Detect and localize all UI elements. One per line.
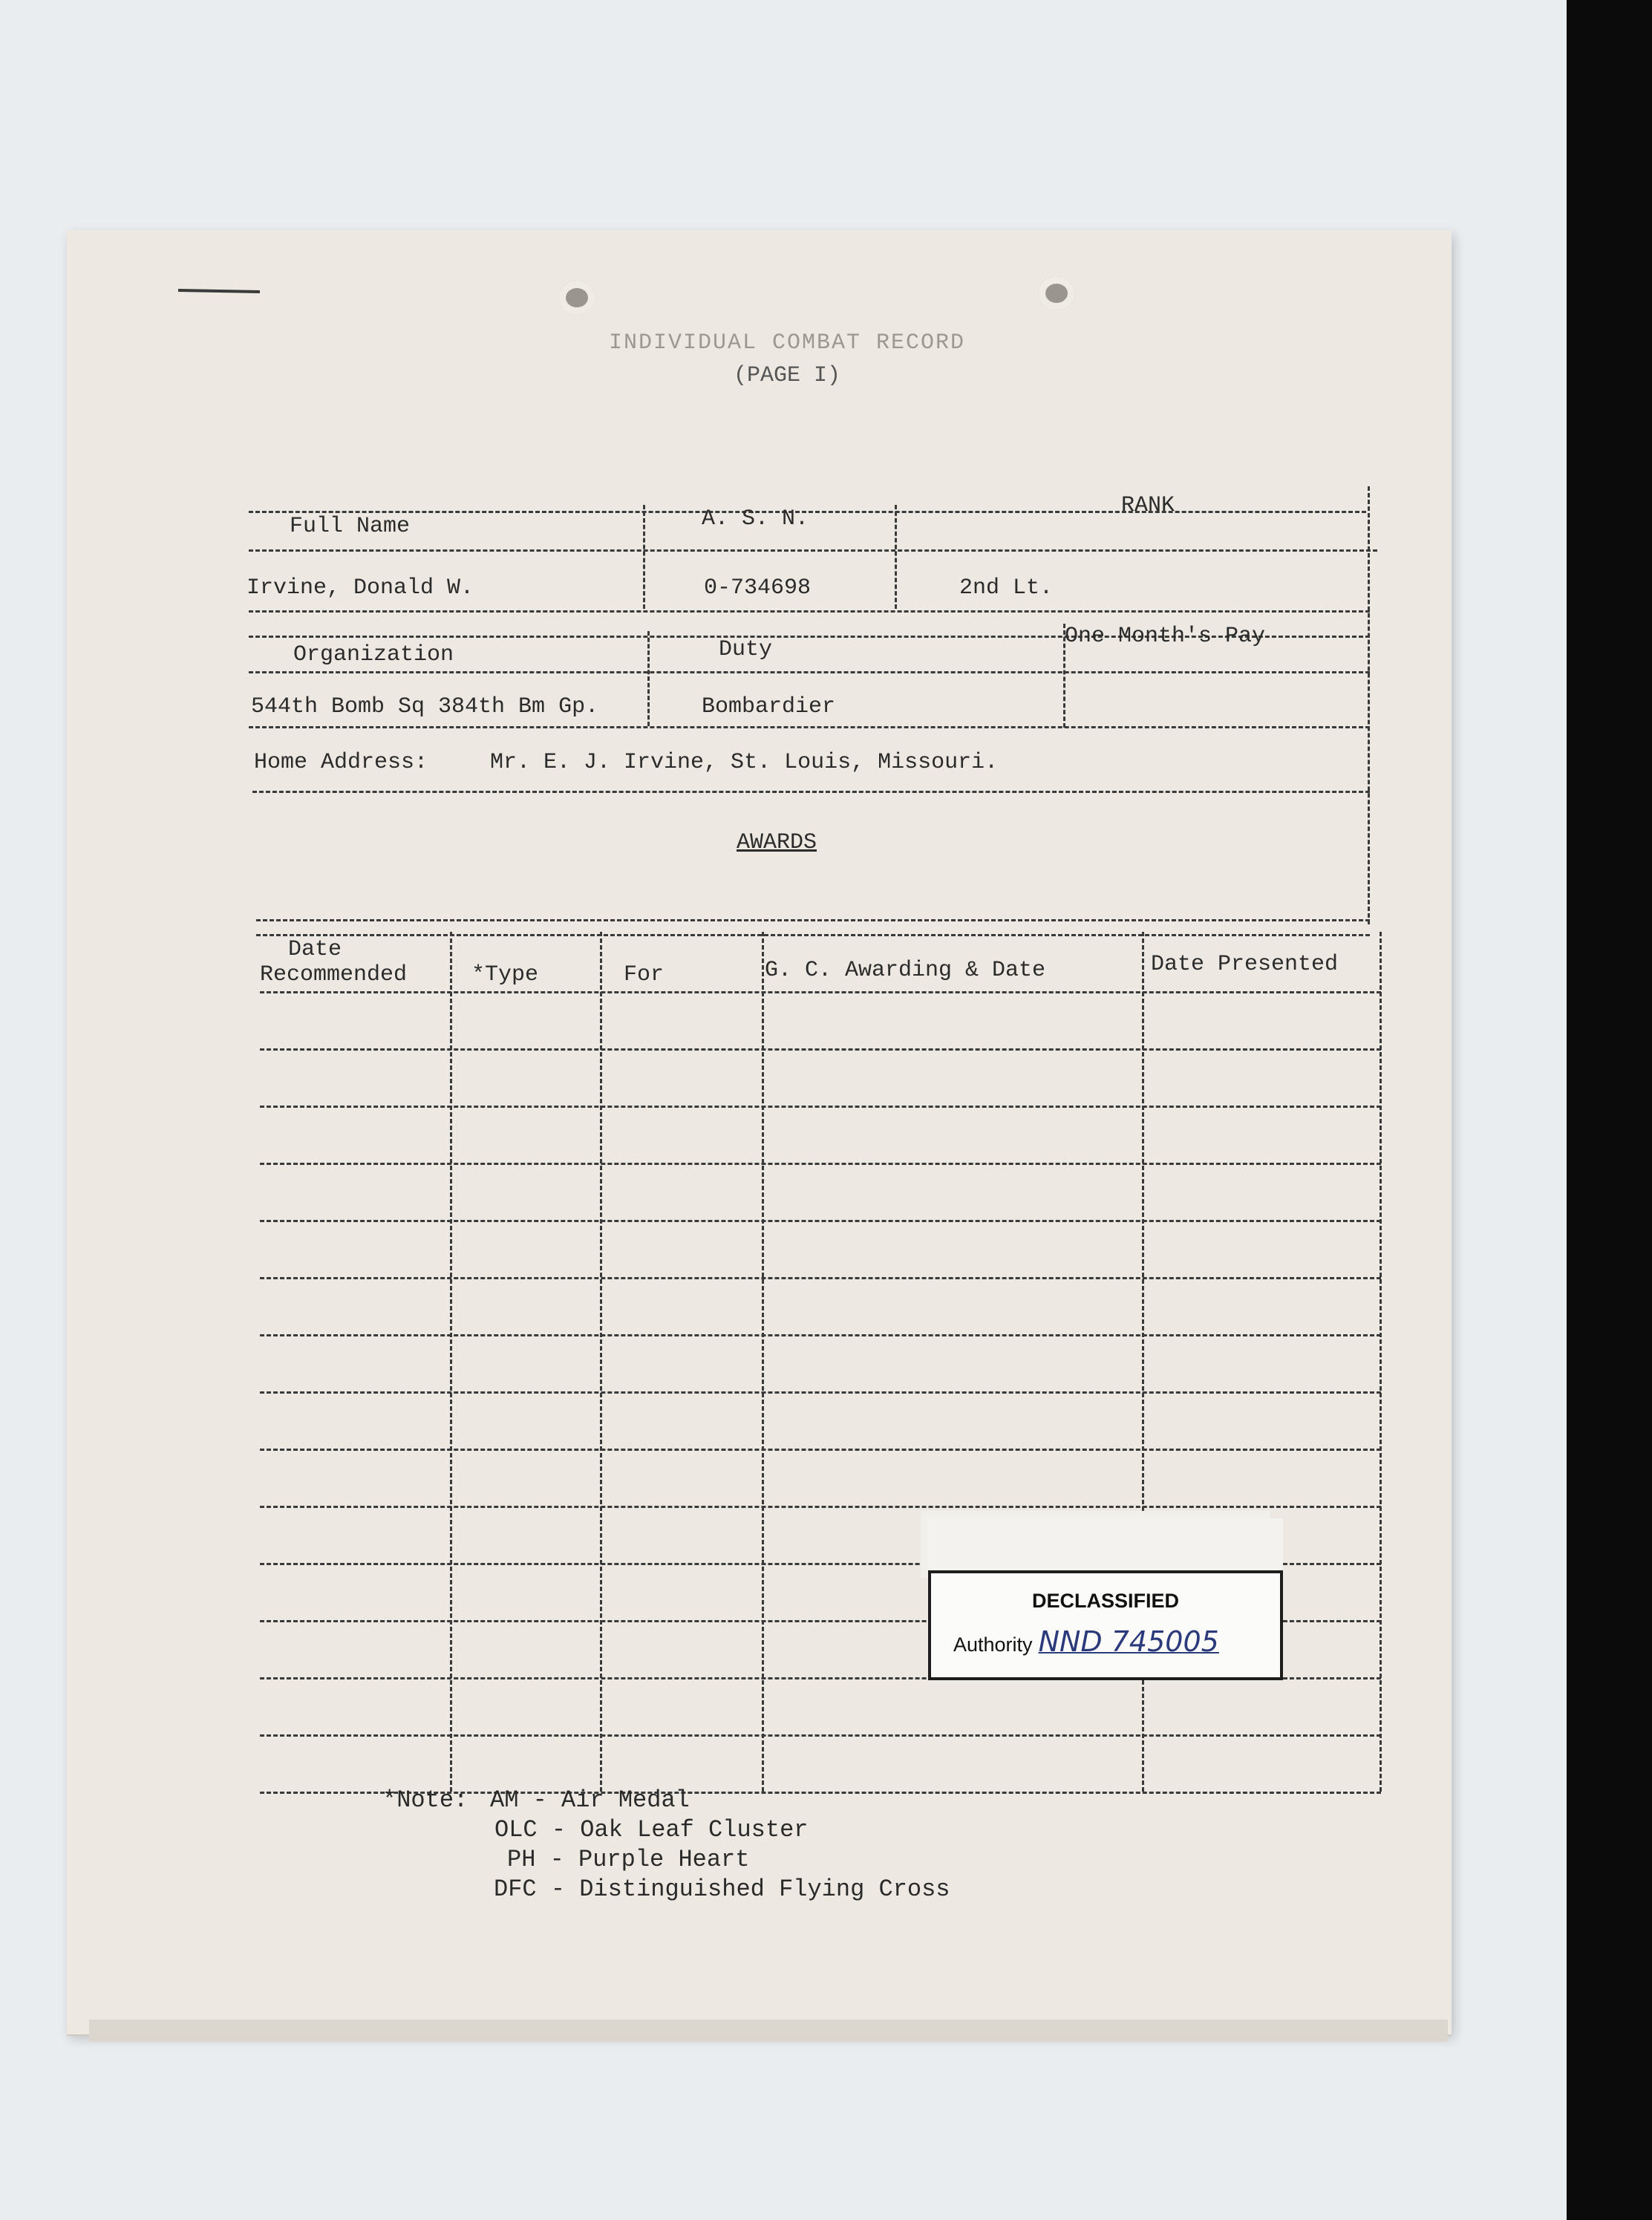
column-header-date-recommended: Date Recommended [260,937,408,987]
grid-line [895,505,897,609]
note-meaning: - Distinguished Flying Cross [550,1875,950,1903]
stamp-backing-tape [921,1511,1270,1578]
stamp-authority-row [953,1625,1219,1658]
grid-line [249,726,1370,728]
declassified-stamp [928,1570,1283,1680]
punch-hole [558,281,595,315]
organization-label: Organization [293,642,454,667]
stamp-title: DECLASSIFIED [1031,1590,1180,1612]
table-row-line [260,1449,1381,1451]
grid-line [643,505,645,609]
table-row-line [260,1220,1381,1222]
home-address-value: Mr. E. J. Irvine, St. Louis, Missouri. [490,750,999,775]
table-row-line [260,1163,1381,1165]
underlying-sheet-edge [89,2020,1448,2042]
dark-background-edge [1567,0,1652,2220]
table-row-line [260,1277,1381,1279]
table-row-line [260,1106,1381,1108]
note-item [494,1815,808,1845]
punch-hole [1038,276,1075,310]
note-label: *Note: [382,1786,468,1814]
grid-line [647,631,650,726]
rank-label: RANK [1121,493,1175,518]
asn-label: A. S. N. [702,506,809,532]
note-code: OLC [494,1816,538,1844]
awards-title: AWARDS [737,830,817,855]
table-border-top [256,934,1370,936]
grid-line [1368,486,1370,924]
column-header-type: *Type [471,962,539,987]
grid-line [249,610,1370,613]
note-code: AM [490,1786,519,1814]
table-row-line [260,1734,1381,1737]
pay-label: One Month's Pay [1065,624,1266,649]
document-title: INDIVIDUAL COMBAT RECORD [608,330,966,356]
column-header-gc-awarding: G. C. Awarding & Date [765,958,1046,983]
asn-value: 0-734698 [704,575,812,601]
grid-line [249,549,1377,552]
note-meaning: - Oak Leaf Cluster [551,1816,809,1844]
table-row-line [260,991,1381,993]
column-header-for: For [624,962,665,987]
note-item [494,1875,950,1904]
full-name-value: Irvine, Donald W. [247,575,474,601]
note-item [507,1845,749,1875]
table-column-line [600,932,602,1792]
table-row-line [260,1506,1381,1508]
full-name-label: Full Name [290,514,411,539]
table-column-line [762,932,764,1792]
table-row-line [260,1048,1381,1051]
stamp-authority-label: Authority [953,1633,1033,1656]
document-subtitle: (PAGE I) [733,363,841,388]
note-meaning: - Air Medal [532,1786,690,1814]
organization-value: 544th Bomb Sq 384th Bm Gp. [251,694,599,719]
note-code: DFC [494,1875,537,1903]
stamp-authority-value: NND 745005 [1038,1625,1219,1658]
note-meaning: - Purple Heart [549,1846,750,1873]
home-address-label: Home Address: [254,750,428,775]
note-code: PH [507,1846,536,1873]
table-row-line [260,1334,1381,1336]
grid-line [249,671,1370,673]
column-header-date-presented: Date Presented [1151,952,1339,977]
note-item [490,1786,690,1815]
grid-line [256,919,1370,921]
table-row-line [260,1391,1381,1394]
grid-line [252,791,1370,793]
rank-value: 2nd Lt. [959,575,1054,601]
table-column-line [1380,932,1382,1792]
duty-value: Bombardier [702,694,836,719]
document-page [67,230,1452,2034]
table-column-line [450,932,452,1792]
document-header [594,327,980,392]
duty-label: Duty [719,637,773,662]
